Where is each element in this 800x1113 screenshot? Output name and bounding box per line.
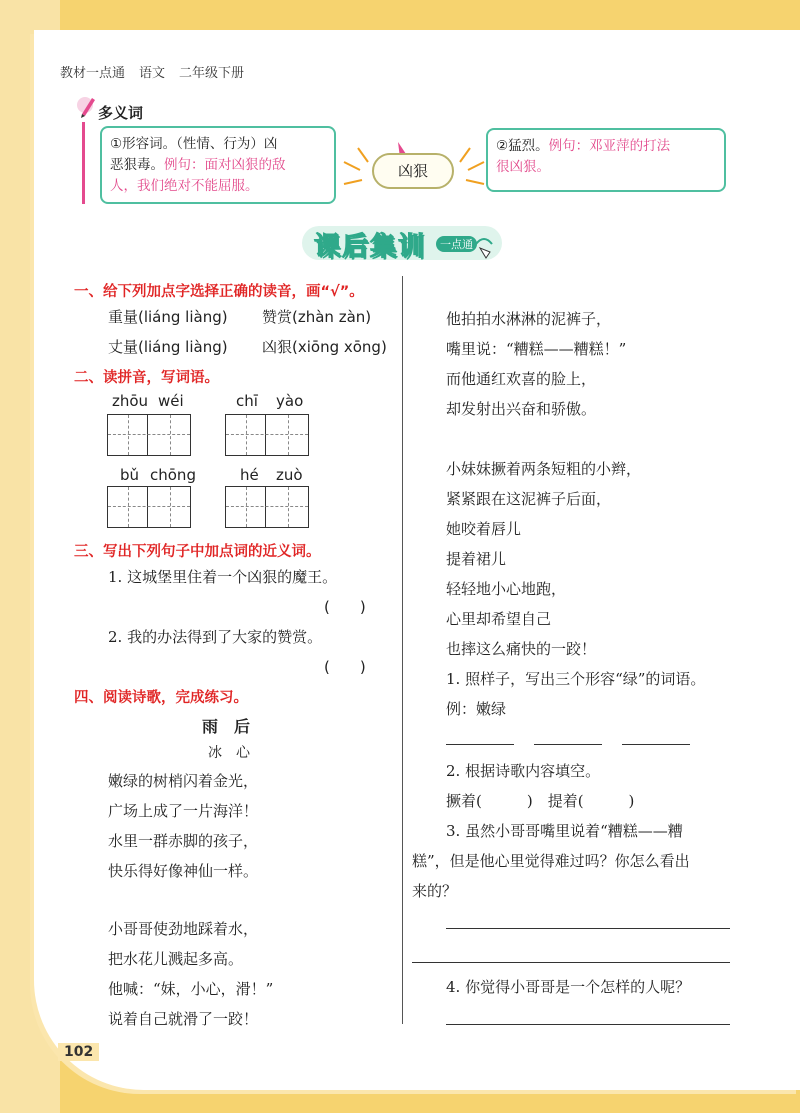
- q1-item-3: 丈量(liáng liàng): [108, 338, 228, 356]
- q4-title: 四、阅读诗歌，完成练习。: [74, 690, 248, 706]
- q3-title: 三、写出下列句子中加点词的近义词。: [74, 544, 321, 560]
- page-number: 102: [58, 1043, 99, 1061]
- poem-line: 水里一群赤脚的孩子，: [108, 832, 259, 850]
- poem-line: 嘴里说：“糟糕——糟糕！”: [446, 340, 627, 358]
- pinyin-7: hé: [240, 466, 259, 484]
- poem-line: 说着自己就滑了一跤！: [108, 1010, 259, 1028]
- pinyin-6: chōng: [150, 466, 196, 484]
- q1-item-1: 重量(liáng liàng): [108, 308, 228, 326]
- q2-title: 二、读拼音，写词语。: [74, 370, 219, 386]
- left-def-line-2: 恶狠毒。: [110, 157, 164, 173]
- q3-sentence-1: 1. 这城堡里住着一个凶狠的魔王。: [108, 568, 338, 586]
- writing-grid[interactable]: [107, 486, 191, 528]
- poem-line: 也摔这么痛快的一跤！: [446, 640, 597, 658]
- header-grade: 二年级下册: [179, 66, 245, 81]
- pinyin-5: bǔ: [120, 466, 140, 484]
- q3-answer-1[interactable]: ( ): [324, 598, 366, 616]
- poem-line: 快乐得好像神仙一样。: [108, 862, 259, 880]
- section-accent-bar: [82, 122, 85, 204]
- q1-item-2: 赞赏(zhàn zàn): [262, 308, 372, 326]
- answer-line[interactable]: [446, 928, 730, 929]
- left-def-line-1: ①形容词。（性情、行为）凶: [110, 136, 278, 152]
- answer-line[interactable]: [622, 744, 690, 745]
- right-example-line-2: 很凶狠。: [496, 159, 550, 175]
- exercise-1: 1. 照样子，写出三个形容“绿”的词语。: [446, 670, 706, 688]
- exercise-3-line-2: 糕”，但是他心里觉得难过吗？你怎么看出: [412, 852, 690, 870]
- poem-line: 却发射出兴奋和骄傲。: [446, 400, 597, 418]
- right-def: ②猛烈。: [496, 138, 549, 154]
- definition-box-left: [100, 126, 336, 204]
- header-subject: 语文: [139, 66, 166, 81]
- poem-line: 紧紧跟在这泥裤子后面，: [446, 490, 612, 508]
- banner-subtitle: 一点通: [436, 236, 477, 252]
- banner-title: 课后集训: [314, 232, 427, 262]
- q1-title: 一、给下列加点字选择正确的读音，画“√”。: [74, 284, 364, 300]
- poem-line: 小妹妹撅着两条短粗的小辫，: [446, 460, 642, 478]
- pinyin-2: wéi: [158, 392, 184, 410]
- q1-item-4: 凶狠(xiōng xōng): [262, 338, 387, 356]
- writing-grid[interactable]: [107, 414, 191, 456]
- pinyin-8: zuò: [276, 466, 303, 484]
- header-book: 教材一点通: [60, 66, 126, 81]
- writing-grid[interactable]: [225, 414, 309, 456]
- poem-line: 心里却希望自己: [446, 610, 552, 628]
- answer-line[interactable]: [412, 962, 730, 963]
- column-divider: [402, 276, 403, 1024]
- poem-title: 雨 后: [202, 717, 251, 736]
- poem-author: 冰 心: [208, 745, 250, 761]
- poem-line: 小哥哥使劲地踩着水，: [108, 920, 259, 938]
- poem-line: 嫩绿的树梢闪着金光，: [108, 772, 259, 790]
- answer-line[interactable]: [446, 744, 514, 745]
- poem-line: 广场上成了一片海洋！: [108, 802, 259, 820]
- definition-box-right: [486, 128, 726, 192]
- answer-line[interactable]: [534, 744, 602, 745]
- q3-answer-2[interactable]: ( ): [324, 658, 366, 676]
- exercise-3-line-1: 3. 虽然小哥哥嘴里说着“糟糕——糟: [446, 822, 683, 840]
- poem-line: 他喊：“妹，小心，滑！”: [108, 980, 274, 998]
- left-example-line-2: 人，我们绝对不能屈服。: [110, 178, 259, 194]
- pencil-icon: [76, 94, 98, 120]
- exercise-1-example: 例：嫩绿: [446, 700, 507, 718]
- exercise-4: 4. 你觉得小哥哥是一个怎样的人呢？: [446, 978, 691, 996]
- left-example-line-1: 例句：面对凶狠的敌: [164, 157, 286, 173]
- right-example-line-1: 例句：邓亚萍的打法: [548, 138, 671, 154]
- writing-grid[interactable]: [225, 486, 309, 528]
- exercise-2: 2. 根据诗歌内容填空。: [446, 762, 601, 780]
- page-header: [60, 62, 258, 81]
- polysemy-word: 凶狠: [372, 153, 454, 189]
- pinyin-3: chī: [236, 392, 258, 410]
- q3-sentence-2: 2. 我的办法得到了大家的赞赏。: [108, 628, 323, 646]
- poem-line: 而他通红欢喜的脸上，: [446, 370, 597, 388]
- exercise-3-line-3: 来的？: [412, 882, 458, 900]
- pinyin-4: yào: [276, 392, 304, 410]
- polysemy-title: 多义词: [98, 104, 144, 122]
- poem-line: 轻轻地小心地跑，: [446, 580, 567, 598]
- exercise-2-fill[interactable]: 撅着( ) 提着( ): [446, 792, 635, 810]
- poem-line: 提着裙儿: [446, 550, 507, 568]
- poem-line: 把水花儿溅起多高。: [108, 950, 244, 968]
- pinyin-1: zhōu: [112, 392, 149, 410]
- answer-line[interactable]: [446, 1024, 730, 1025]
- poem-line: 她咬着唇儿: [446, 520, 522, 538]
- poem-line: 他拍拍水淋淋的泥裤子，: [446, 310, 612, 328]
